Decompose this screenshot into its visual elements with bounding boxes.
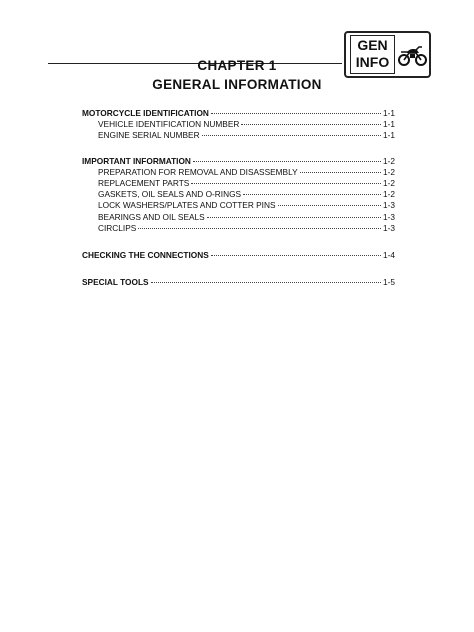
toc-entry-gaskets[interactable]: GASKETS, OIL SEALS AND O-RINGS 1-2 xyxy=(98,189,395,200)
toc-page-number: 1-1 xyxy=(383,119,395,130)
toc-page-number: 1-1 xyxy=(383,130,395,141)
toc-page-number: 1-2 xyxy=(383,189,395,200)
toc-page-number: 1-3 xyxy=(383,222,395,233)
toc-page-number: 1-4 xyxy=(383,249,395,260)
toc-page-number: 1-5 xyxy=(383,277,395,288)
toc-entry-replacement-parts[interactable]: REPLACEMENT PARTS 1-2 xyxy=(98,177,395,188)
toc-entry-special-tools[interactable]: SPECIAL TOOLS 1-5 xyxy=(82,277,395,288)
toc-page-number: 1-3 xyxy=(383,211,395,222)
chapter-number: CHAPTER 1 xyxy=(197,58,277,73)
toc-entry-engine-serial-number[interactable]: ENGINE SERIAL NUMBER 1-1 xyxy=(98,130,395,141)
toc-entry-preparation[interactable]: PREPARATION FOR REMOVAL AND DISASSEMBLY 1-2 xyxy=(98,166,395,177)
toc-entry-lock-washers[interactable]: LOCK WASHERS/PLATES AND COTTER PINS 1-3 xyxy=(98,200,395,211)
badge-line-2: INFO xyxy=(355,54,390,70)
toc-entry-circlips[interactable]: CIRCLIPS 1-3 xyxy=(98,222,395,233)
badge-line-1: GEN xyxy=(357,37,388,53)
toc-entry-important-information[interactable]: IMPORTANT INFORMATION 1-2 xyxy=(82,155,395,166)
toc-entry-motorcycle-identification[interactable]: MOTORCYCLE IDENTIFICATION 1-1 xyxy=(82,108,395,118)
toc-page-number: 1-2 xyxy=(383,155,395,166)
chapter-title: GENERAL INFORMATION xyxy=(152,77,322,92)
toc-entry-bearings[interactable]: BEARINGS AND OIL SEALS 1-3 xyxy=(98,211,395,222)
toc-page-number: 1-2 xyxy=(383,177,395,188)
toc-entry-checking-connections[interactable]: CHECKING THE CONNECTIONS 1-4 xyxy=(82,249,395,260)
toc-page-number: 1-2 xyxy=(383,166,395,177)
toc-entry-vehicle-identification-number[interactable]: VEHICLE IDENTIFICATION NUMBER 1-1 xyxy=(98,119,395,130)
toc-page-number: 1-3 xyxy=(383,200,395,211)
toc-page-number: 1-1 xyxy=(383,108,395,118)
table-of-contents xyxy=(82,108,395,288)
